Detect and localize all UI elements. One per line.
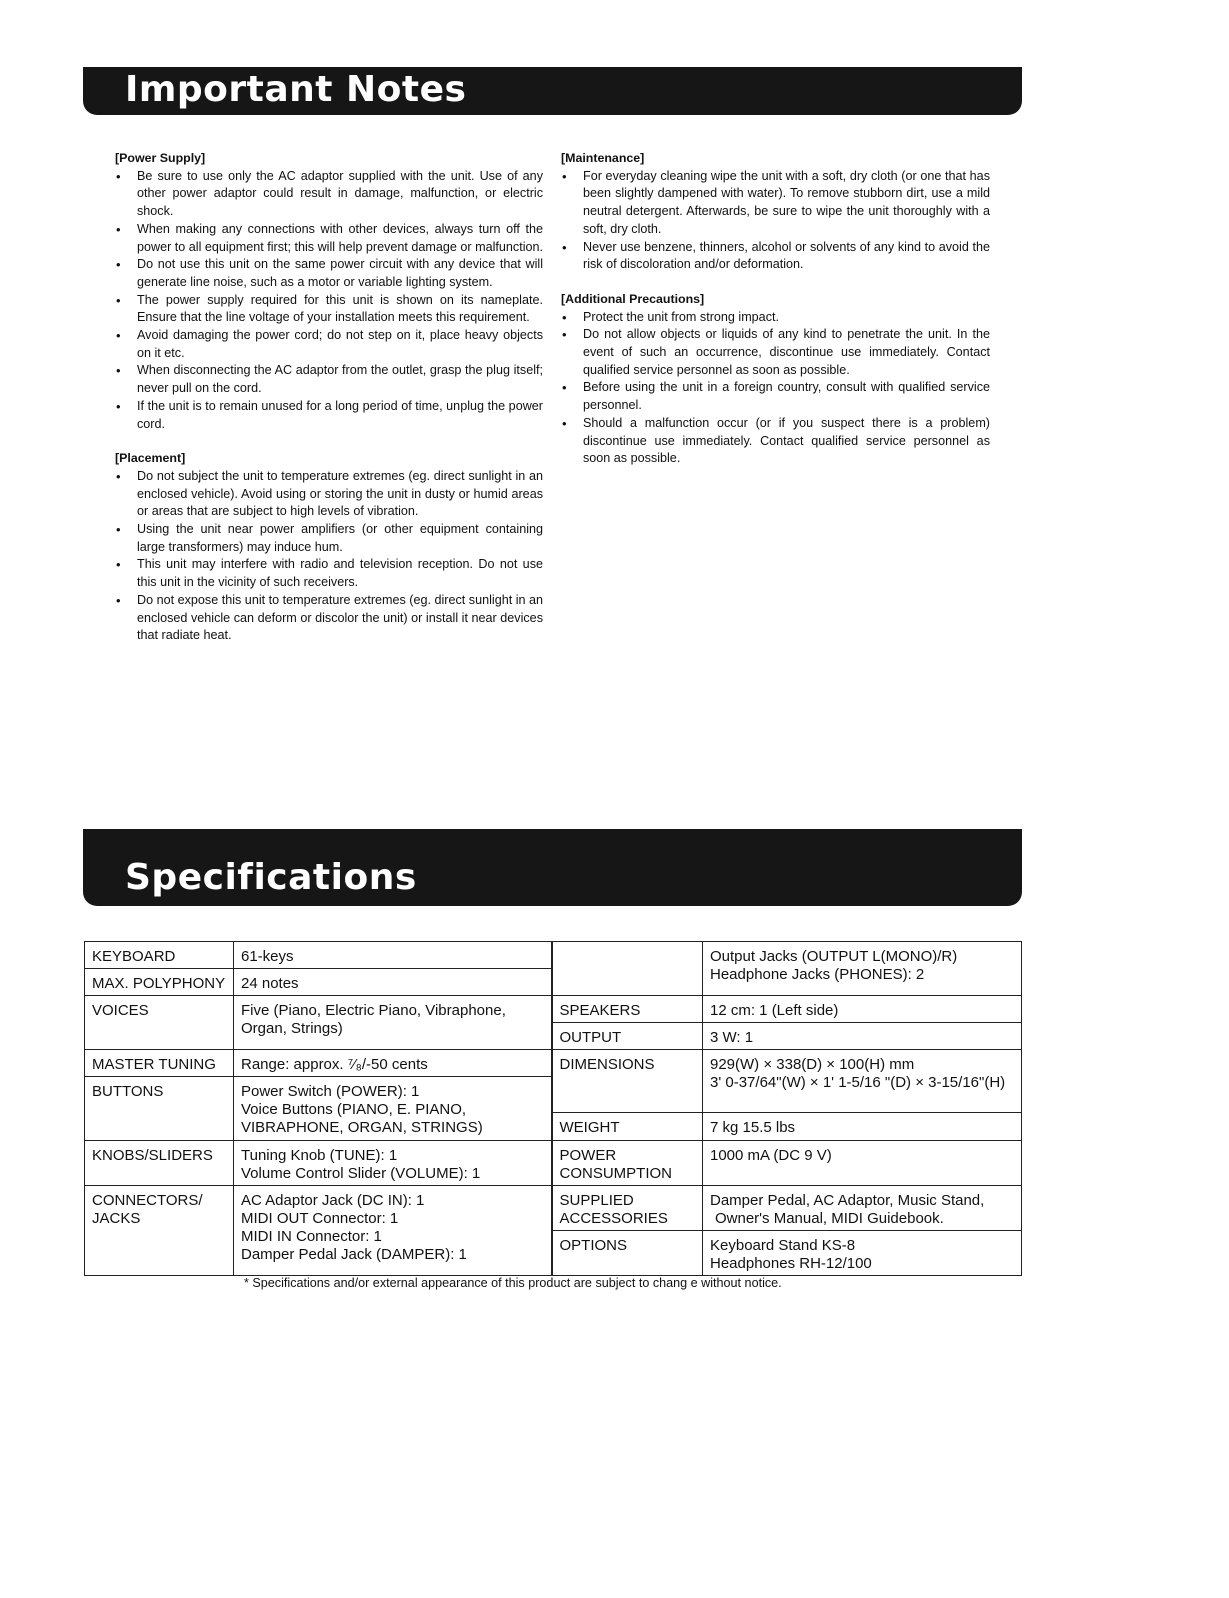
voices-label: VOICES bbox=[85, 996, 234, 1050]
list-item: • Never use benzene, thinners, alcohol or solvents of any kind to avoid the risk of discoloration and/or deformation. bbox=[561, 239, 990, 274]
jacks-label-cell bbox=[552, 942, 703, 996]
power-consumption-label bbox=[552, 1141, 703, 1186]
list-item: • Before using the unit in a foreign country, consult with qualified service personnel. bbox=[561, 379, 990, 414]
voices-value: Five (Piano, Electric Piano, Vibraphone, Organ, Strings) bbox=[234, 996, 552, 1050]
headphones-text: Headphones RH-12/100 bbox=[710, 1255, 872, 1272]
volume-slider-text: Volume Control Slider (VOLUME): 1 bbox=[241, 1165, 481, 1182]
table-row bbox=[85, 996, 1022, 1023]
ac-adaptor-jack-text: AC Adaptor Jack (DC IN): 1 bbox=[241, 1192, 425, 1209]
list-item: • Do not allow objects or liquids of any kind to penetrate the unit. In the event of such an occurrence, discontinue use immediately. Contact qualified service personnel as soon as possible. bbox=[561, 326, 990, 379]
knobs-sliders-value bbox=[234, 1141, 552, 1186]
consumption-label-line: CONSUMPTION bbox=[559, 1165, 672, 1182]
specifications-table bbox=[84, 941, 1022, 1276]
damper-jack-text: Damper Pedal Jack (DAMPER): 1 bbox=[241, 1246, 467, 1263]
list-item: • When disconnecting the AC adaptor from the outlet, grasp the plug itself; never pull on the cord. bbox=[115, 362, 543, 397]
list-item: • When making any connections with other devices, always turn off the power to all equipment first; this will help prevent damage or malfunction. bbox=[115, 221, 543, 256]
master-tuning-value: Range: approx. ⁷⁄₈/-50 cents bbox=[234, 1050, 552, 1077]
additional-precautions-list bbox=[561, 309, 990, 468]
notes-right-column bbox=[561, 150, 990, 485]
dimensions-metric: 929(W) × 338(D) × 100(H) mm bbox=[710, 1056, 915, 1073]
table-row bbox=[85, 1186, 1022, 1231]
important-notes-banner bbox=[83, 67, 1022, 115]
supplied-accessories-label bbox=[552, 1186, 703, 1231]
specifications-banner bbox=[83, 829, 1022, 906]
power-label-line: POWER bbox=[559, 1147, 617, 1164]
headphone-jacks-text: Headphone Jacks (PHONES): 2 bbox=[710, 966, 925, 983]
accessories-line-2: Owner's Manual, MIDI Guidebook. bbox=[715, 1210, 944, 1227]
options-label: OPTIONS bbox=[552, 1231, 703, 1276]
specifications-footnote: * Specifications and/or external appearance of this product are subject to chang e without notice. bbox=[244, 1276, 782, 1290]
keyboard-stand-text: Keyboard Stand KS-8 bbox=[710, 1237, 856, 1254]
jacks-label-line: JACKS bbox=[92, 1210, 141, 1227]
speakers-label: SPEAKERS bbox=[552, 996, 703, 1023]
keyboard-label: KEYBOARD bbox=[85, 942, 234, 969]
buttons-label: BUTTONS bbox=[85, 1077, 234, 1141]
list-item: • This unit may interfere with radio and television reception. Do not use this unit in the vicinity of such receivers. bbox=[115, 556, 543, 591]
power-supply-list bbox=[115, 168, 543, 434]
weight-label: WEIGHT bbox=[552, 1113, 703, 1141]
placement-heading: [Placement] bbox=[115, 451, 186, 466]
polyphony-value: 24 notes bbox=[234, 969, 552, 996]
buttons-value bbox=[234, 1077, 552, 1141]
table-row bbox=[85, 1050, 1022, 1077]
maintenance-list bbox=[561, 168, 990, 274]
list-item: • For everyday cleaning wipe the unit with a soft, dry cloth (or one that has been slightly dampened with water). To remove stubborn dirt, use a mild neutral detergent. Afterwards, be sure to wipe the unit thoroughly with a soft, dry cloth. bbox=[561, 168, 990, 239]
polyphony-label: MAX. POLYPHONY bbox=[85, 969, 234, 996]
list-item: • Protect the unit from strong impact. bbox=[561, 309, 990, 327]
connectors-label-line: CONNECTORS/ bbox=[92, 1192, 203, 1209]
important-notes-title: Important Notes bbox=[125, 69, 467, 110]
specifications-title: Specifications bbox=[125, 857, 417, 898]
power-supply-heading: [Power Supply] bbox=[115, 151, 206, 165]
weight-value: 7 kg 15.5 lbs bbox=[703, 1113, 1022, 1141]
supplied-accessories-value bbox=[703, 1186, 1022, 1231]
midi-out-text: MIDI OUT Connector: 1 bbox=[241, 1210, 399, 1227]
list-item: • Should a malfunction occur (or if you suspect there is a problem) discontinue use immediately. Contact qualified service personnel as soon as possible. bbox=[561, 415, 990, 468]
list-item: • The power supply required for this unit is shown on its nameplate. Ensure that the line voltage of your installation meets this requirement. bbox=[115, 292, 543, 327]
accessories-label-line: ACCESSORIES bbox=[559, 1210, 668, 1227]
list-item: • If the unit is to remain unused for a long period of time, unplug the power cord. bbox=[115, 398, 543, 433]
voice-buttons-text: Voice Buttons (PIANO, E. PIANO, VIBRAPHONE, ORGAN, STRINGS) bbox=[241, 1101, 483, 1136]
output-value: 3 W: 1 bbox=[703, 1023, 1022, 1050]
list-item: • Do not use this unit on the same power circuit with any device that will generate line noise, such as a motor or variable lighting system. bbox=[115, 256, 543, 291]
connectors-label bbox=[85, 1186, 234, 1276]
output-label: OUTPUT bbox=[552, 1023, 703, 1050]
keyboard-value: 61-keys bbox=[234, 942, 552, 969]
connectors-value bbox=[234, 1186, 552, 1276]
power-consumption-value: 1000 mA (DC 9 V) bbox=[703, 1141, 1022, 1186]
dimensions-value bbox=[703, 1050, 1022, 1113]
tuning-knob-text: Tuning Knob (TUNE): 1 bbox=[241, 1147, 398, 1164]
master-tuning-label: MASTER TUNING bbox=[85, 1050, 234, 1077]
table-row bbox=[85, 942, 1022, 969]
accessories-line-1: Damper Pedal, AC Adaptor, Music Stand, bbox=[710, 1192, 985, 1209]
supplied-label-line: SUPPLIED bbox=[559, 1192, 634, 1209]
list-item: • Be sure to use only the AC adaptor supplied with the unit. Use of any other power adaptor could result in damage, malfunction, or electric shock. bbox=[115, 168, 543, 221]
list-item: • Do not subject the unit to temperature extremes (eg. direct sunlight in an enclosed vehicle). Avoid using or storing the unit in dusty or humid areas or areas that are subject to high levels of vibration. bbox=[115, 468, 543, 521]
output-jacks-text: Output Jacks (OUTPUT L(MONO)/R) bbox=[710, 948, 958, 965]
placement-list bbox=[115, 468, 543, 645]
maintenance-heading: [Maintenance] bbox=[561, 151, 645, 165]
power-switch-text: Power Switch (POWER): 1 bbox=[241, 1083, 420, 1100]
options-value bbox=[703, 1231, 1022, 1276]
dimensions-label: DIMENSIONS bbox=[552, 1050, 703, 1113]
speakers-value: 12 cm: 1 (Left side) bbox=[703, 996, 1022, 1023]
dimensions-imperial: 3' 0-37/64"(W) × 1' 1-5/16 "(D) × 3-15/16"(H) bbox=[710, 1074, 1006, 1091]
notes-left-column bbox=[115, 150, 543, 662]
list-item: • Avoid damaging the power cord; do not step on it, place heavy objects on it etc. bbox=[115, 327, 543, 362]
list-item: • Do not expose this unit to temperature extremes (eg. direct sunlight in an enclosed vehicle can deform or discolor the unit) or install it near devices that radiate heat. bbox=[115, 592, 543, 645]
jacks-value bbox=[703, 942, 1022, 996]
additional-precautions-heading: [Additional Precautions] bbox=[561, 291, 705, 306]
list-item: • Using the unit near power amplifiers (or other equipment containing large transformers) may induce hum. bbox=[115, 521, 543, 556]
knobs-sliders-label: KNOBS/SLIDERS bbox=[85, 1141, 234, 1186]
table-row bbox=[85, 1141, 1022, 1186]
midi-in-text: MIDI IN Connector: 1 bbox=[241, 1228, 382, 1245]
